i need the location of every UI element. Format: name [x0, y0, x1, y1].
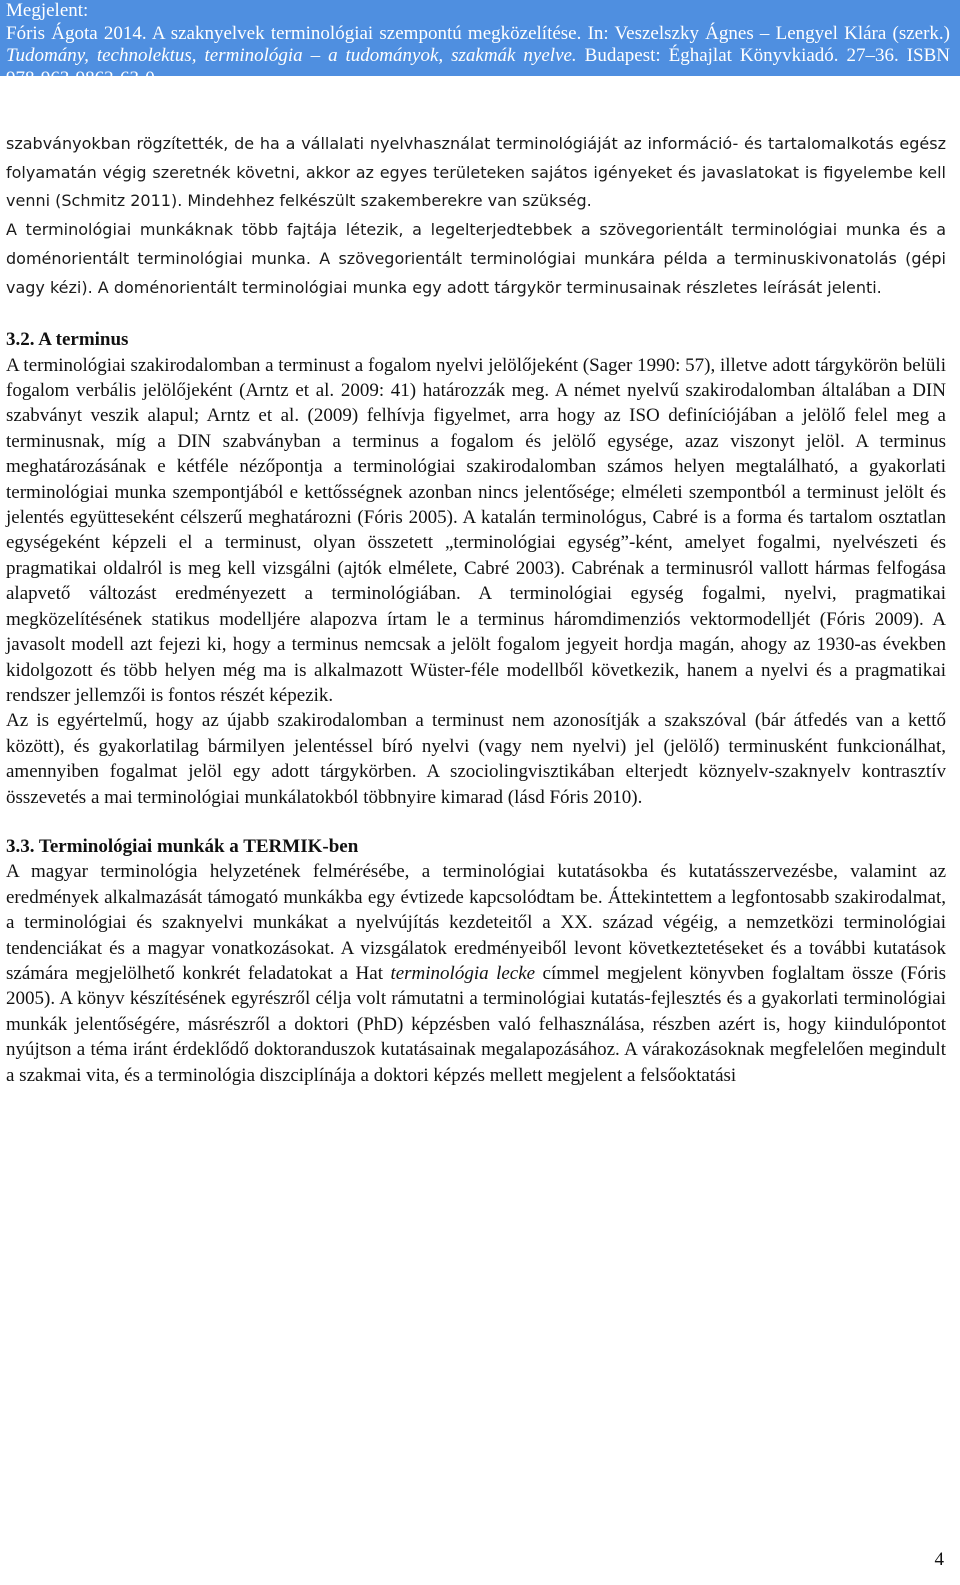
paragraph-terminology-work-types: A terminológiai munkáknak több fajtája létezik, a legelterjedtebbek a szövegorientált terminológiai munka és a doménorientált terminológiai munka. A szövegorientált terminológiai munkára példa a terminuskivonatolás (gépi vagy kézi). A doménorientált terminológiai munka egy adott tárgykör terminusainak részletes leírását jelenti. — [6, 220, 946, 297]
citation-text — [6, 23, 950, 91]
citation-label: Megjelent: — [6, 0, 89, 21]
page-number: 4 — [934, 1549, 944, 1570]
serif-section — [6, 327, 946, 1088]
paragraph-termik-works-end: címmel megjelent könyvben foglaltam össze (Fóris 2005). A könyv készítésének egyrészről célja volt rámutatni a terminológiai kutatás-fejlesztés és a gyakorlati terminológiai munkák jelentőségére, másrészről a doktori (PhD) képzésben való felhasználása, részben azért is, hogy kiindulópontot nyújtson a téma iránt érdeklődő doktoranduszok kutatásainak megalapozásához. A várakozásoknak megfelelően megindult a szakmai vita, és a terminológia diszciplínája a doktori képzés mellett megjelent a felsőoktatási — [6, 962, 946, 1086]
citation-book-title: Tudomány, technolektus, terminológia – a tudományok, szakmák nyelve. — [6, 45, 577, 66]
paragraph-term-definition: A terminológiai szakirodalomban a terminust a fogalom nyelvi jelölőjeként (Sager 1990: 57), illetve adott tárgykörön belüli fogalom verbális jelölőjeként (Arntz et al. 2009: 41) határozzák meg. A német nyelvű szakirodalomban általában a DIN szabványt veszik alapul; Arntz et al. (2009) felhívja figyelmet, arra hogy az ISO definíciójában a jelölő felel meg a terminusnak, míg a DIN szabványban a terminus a fogalom és jelölő egysége, azaz viszonyt jelöl. A terminus meghatározásának e kétféle nézőpontja a terminológiai szakirodalomban számos helyen megtalálható, a gyakorlati terminológiai munka szempontjából e kettősségnek azonban nincs jelentősége; elméleti szempontból a terminust jelölt és jelentés együtteseként célszerű meghatározni (Fóris 2005). A katalán terminológus, Cabré is a forma és tartalom osztatlan egységeként képzeli el a terminust, olyan összetett „terminológiai egység”-ként, amelyet fogalmi, nyelvészeti és pragmatikai oldalról is meg kell vizsgálni (ajtók elmélete, Cabré 2003). Cabrénak a terminusról vallott hármas felfogása alapvető változást eredményezett a terminológiában. A terminológiai egység fogalmi, nyelvi, pragmatikai megközelítésének statikus modelljére alapozva írtam le a terminus háromdimenziós vektormodelljét (Fóris 2009). A javasolt modell azt fejezi ki, hogy a terminus nemcsak a jelölt fogalom jegyeit hordja magán, ahogy az 1930-as években kidolgozott és több helyen még ma is alkalmazott Wüster-féle modellből következik, hanem a nyelvi és a pragmatikai rendszer jellemzői is fontos részét képezik. — [6, 354, 946, 706]
citation-authors-title: Fóris Ágota 2014. A szaknyelvek terminológiai szempontú megközelítése. In: Veszelszky Ágnes – Lengyel Klára (szerk.) — [6, 22, 950, 44]
section-heading-3-2: 3.2. A terminus — [6, 329, 129, 351]
citation-banner — [0, 0, 960, 89]
document-body — [0, 130, 960, 1088]
book-title-italic: terminológia lecke — [390, 962, 536, 984]
paragraph-termik-works — [6, 859, 946, 1088]
paragraph-term-vs-word: Az is egyértelmű, hogy az újabb szakirodalomban a terminust nem azonosítják a szakszóval (bár átfedés van a kettő között), és gyakorlatilag bármilyen jelentéssel bíró nyelvi (vagy nem nyelvi) jel (jelölő) terminusként funkcionálhat, amennyiben fogalmat jelöl egy adott tárgykörben. A szociolingvisztikában elterjedt köznyelv-szaknyelv kontrasztív összevetés a mai terminológiai munkálatokból többnyire kimarad (lásd Fóris 2010). — [6, 710, 946, 808]
citation-publisher: Budapest: Éghajlat Könyvkiadó. 27–36. ISBN 978-963-9862-63-0 — [6, 45, 950, 89]
section-heading-3-3: 3.3. Terminológiai munkák a TERMIK-ben — [6, 835, 359, 857]
paragraph-termik-works-start: A magyar terminológia helyzetének felmérésébe, a terminológiai kutatásokba és kutatásszervezésbe, valamint az eredmények alkalmazását támogató munkákba egy évtizede kapcsolódtam be. Áttekintettem a legfontosabb szakirodalmat, a terminológiai és szaknyelvi munkákat a nyelvújítás kezdeteitől a XX. század végéig, a nemzetközi terminológiai tendenciákat és a magyar vonatkozásokat. A vizsgálatok eredményeiből levont következtetéseket és a további kutatások számára megjelölhető konkrét feladatokat a Hat — [6, 861, 946, 984]
sans-section — [6, 130, 946, 302]
paragraph-standards: szabványokban rögzítették, de ha a vállalati nyelvhasználat terminológiáját az információ- és tartalomalkotás egész folyamatán végig szeretnék követni, akkor az egyes területeken sajátos igényeket és javaslatokat is figyelembe kell venni (Schmitz 2011). Mindehhez felkészült szakemberekre van szükség. — [6, 134, 946, 211]
